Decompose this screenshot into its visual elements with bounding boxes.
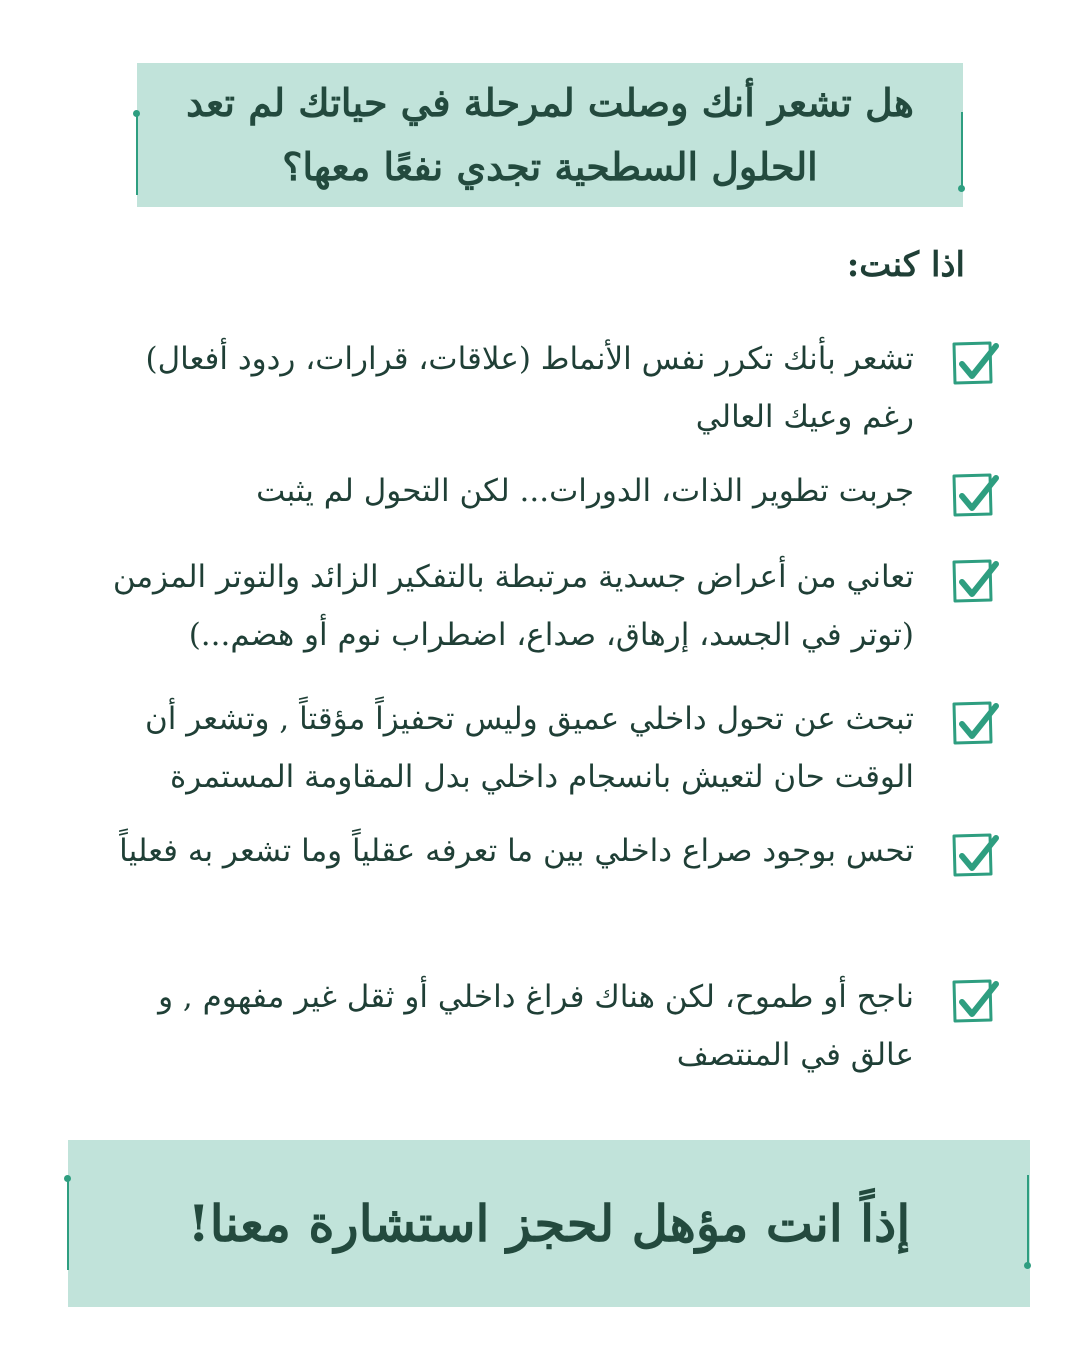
checklist-item [60,548,1000,664]
decor-line [136,113,138,195]
decor-dot [64,1175,71,1182]
checkbox-checked-icon [950,698,1000,748]
decor-line [961,112,963,188]
decor-line [67,1178,69,1270]
checklist-item-text: تحس بوجود صراع داخلي بين ما تعرفه عقلياً وما تشعر به فعلياً [119,833,914,869]
checklist-item [60,690,1000,806]
checklist-item [60,968,1000,1084]
checklist-item [60,330,1000,446]
checklist-item-text: جربت تطوير الذات، الدورات... لكن التحول لم يثبت [256,473,914,509]
decor-dot [958,185,965,192]
checklist-item [60,822,1000,880]
checkbox-checked-icon [950,470,1000,520]
decor-dot [1024,1262,1031,1269]
header-banner [137,63,963,207]
checklist-item-text: ناجح أو طموح، لكن هناك فراغ داخلي أو ثقل غير مفهوم , و عالق في المنتصف [158,979,914,1073]
decor-dot [133,110,140,117]
page-title: هل تشعر أنك وصلت لمرحلة في حياتك لم تعد الحلول السطحية تجدي نفعًا معها؟ [186,80,914,189]
decor-line [1027,1175,1029,1265]
checklist-item [60,462,1000,520]
intro-label: اذا كنت: [846,245,965,285]
checkbox-checked-icon [950,556,1000,606]
checklist-item-text: تبحث عن تحول داخلي عميق وليس تحفيزاً مؤقتاً , وتشعر أن الوقت حان لتعيش بانسجام داخلي بدل المقاومة المستمرة [144,701,914,795]
cta-banner [68,1140,1030,1307]
checkbox-checked-icon [950,976,1000,1026]
checkbox-checked-icon [950,830,1000,880]
cta-text: إذاً انت مؤهل لحجز استشارة معنا! [187,1194,911,1253]
checklist-item-text: تعاني من أعراض جسدية مرتبطة بالتفكير الزائد والتوتر المزمن (توتر في الجسد، إرهاق، صداع، اضطراب نوم أو هضم...) [112,559,914,653]
checklist-item-text: تشعر بأنك تكرر نفس الأنماط (علاقات، قرارات، ردود أفعال) رغم وعيك العالي [145,341,914,435]
checkbox-checked-icon [950,338,1000,388]
